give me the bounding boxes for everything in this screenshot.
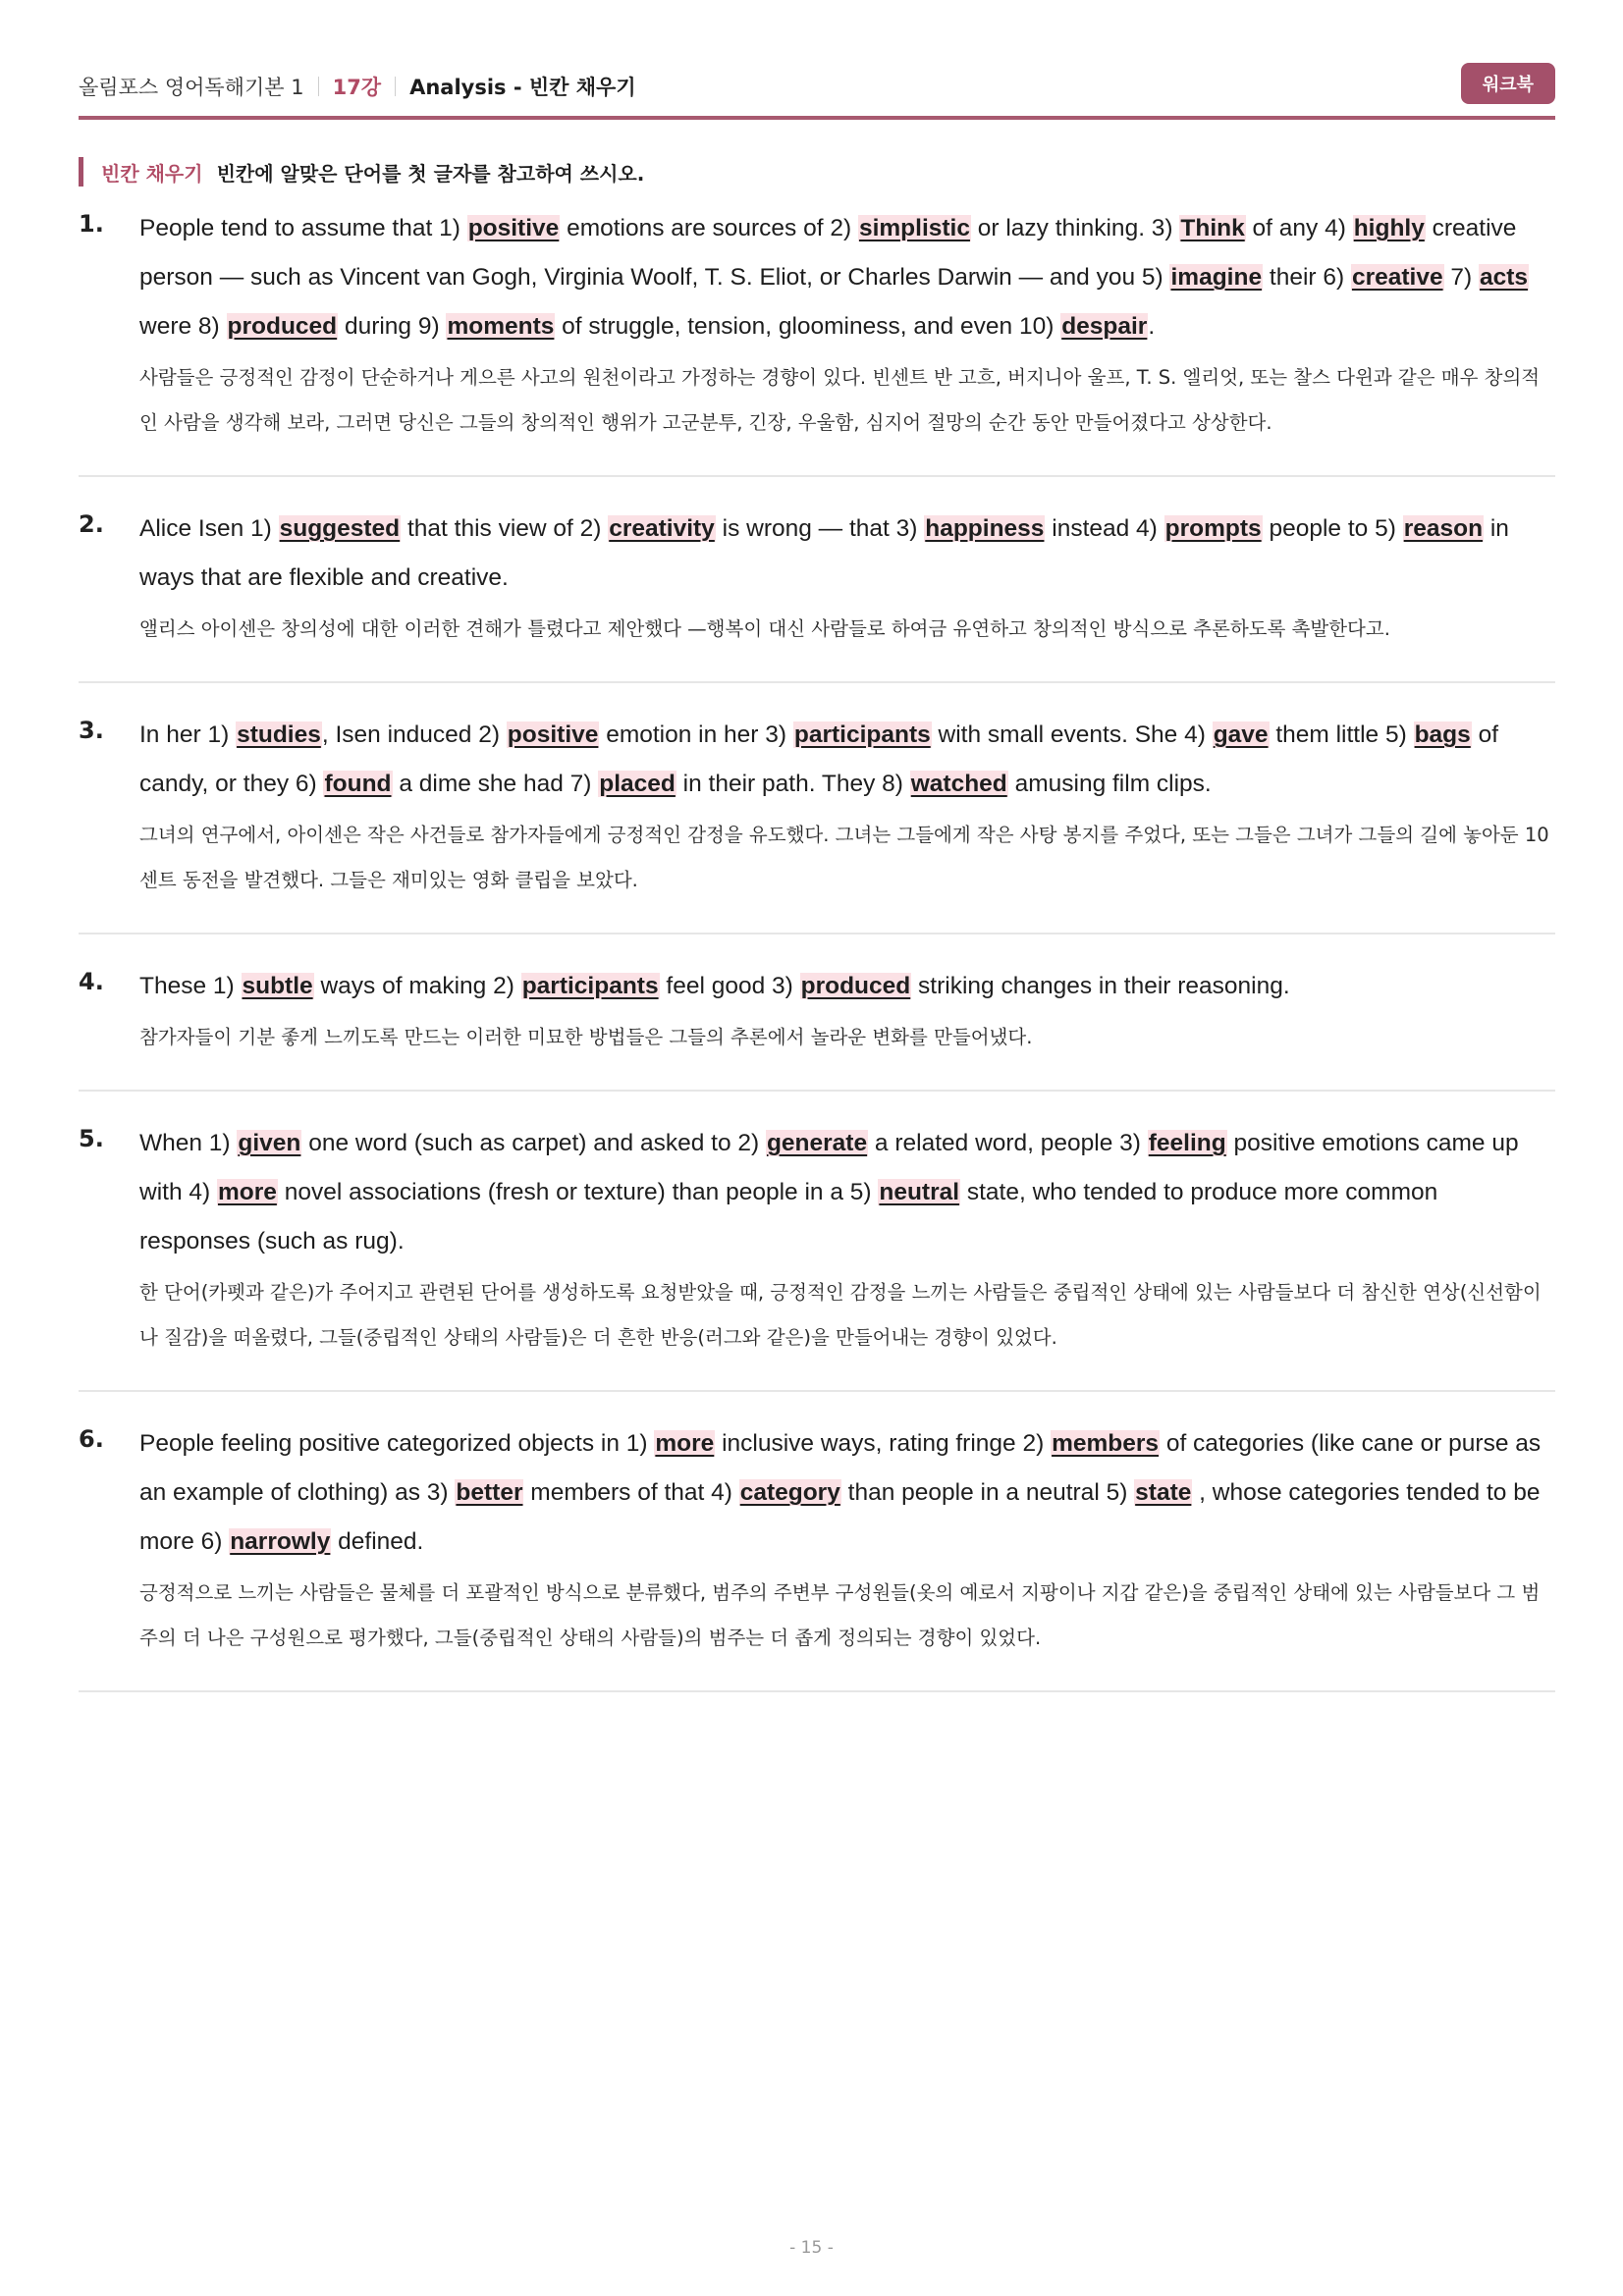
passage-text: creative person — such as Vincent van Gogh, Virginia Woolf, T. S. Eliot, or Charles Darwin — and you 5) xyxy=(139,215,1517,291)
exercise-item xyxy=(79,204,1555,477)
passage-text: that this view of 2) xyxy=(401,515,609,542)
blank-answer: moments xyxy=(447,313,555,340)
exercise-item xyxy=(79,505,1555,683)
section-heading xyxy=(79,157,644,187)
blank-answer: suggested xyxy=(279,515,401,542)
item-number: 5. xyxy=(79,1125,104,1152)
passage-text: emotion in her 3) xyxy=(599,721,793,748)
blank-answer: feeling xyxy=(1148,1130,1226,1156)
passage-text: or lazy thinking. 3) xyxy=(970,215,1180,241)
blank-answer: acts xyxy=(1480,264,1529,291)
blank-answer: produced xyxy=(227,313,338,340)
english-passage xyxy=(139,962,1555,1011)
blank-answer: imagine xyxy=(1170,264,1263,291)
blank-answer: positive xyxy=(467,215,560,241)
item-number: 1. xyxy=(79,210,104,238)
english-passage xyxy=(139,204,1555,351)
passage-text: than people in a neutral 5) xyxy=(840,1479,1135,1506)
passage-text: Alice Isen 1) xyxy=(139,515,279,542)
passage-text: inclusive ways, rating fringe 2) xyxy=(715,1430,1052,1457)
exercise-item xyxy=(79,1419,1555,1692)
passage-text: a related word, people 3) xyxy=(868,1130,1148,1156)
header-divider xyxy=(318,77,319,96)
korean-translation: 사람들은 긍정적인 감정이 단순하거나 게으른 사고의 원천이라고 가정하는 경향이 있다. 빈센트 반 고흐, 버지니아 울프, T. S. 엘리엇, 또는 찰스 다윈과 같은 매우 창의적인 사람을 생각해 보라, 그러면 당신은 그들의 창의적인 행위가 고군분투, 긴장, 우울함, 심지어 절망의 순간 동안 만들어졌다고 상상한다. xyxy=(139,366,1541,434)
english-passage xyxy=(139,1419,1555,1567)
korean-translation: 한 단어(카펫과 같은)가 주어지고 관련된 단어를 생성하도록 요청받았을 때, 긍정적인 감정을 느끼는 사람들은 중립적인 상태에 있는 사람들보다 더 참신한 연상(신선함이나 질감)을 떠올렸다, 그들(중립적인 상태의 사람들)은 더 흔한 반응(러그와 같은)을 만들어내는 경향이 있었다. xyxy=(139,1281,1542,1349)
passage-text: These 1) xyxy=(139,973,242,999)
blank-answer: participants xyxy=(521,973,659,999)
blank-answer: prompts xyxy=(1164,515,1262,542)
item-number: 6. xyxy=(79,1425,104,1453)
passage-text: . xyxy=(1148,313,1156,340)
passage-text: of candy, or they 6) xyxy=(139,721,1499,797)
passage-text: In her 1) xyxy=(139,721,237,748)
korean-translation: 긍정적으로 느끼는 사람들은 물체를 더 포괄적인 방식으로 분류했다, 범주의 주변부 구성원들(옷의 예로서 지팡이나 지갑 같은)을 중립적인 상태에 있는 사람들보다 그 범주의 더 나은 구성원으로 평가했다, 그들(중립적인 상태의 사람들)의 범주는 더 좁게 정의되는 경향이 있었다. xyxy=(139,1581,1541,1649)
blank-answer: better xyxy=(456,1479,523,1506)
blank-answer: bags xyxy=(1414,721,1471,748)
exercise-item xyxy=(79,711,1555,934)
blank-answer: more xyxy=(655,1430,715,1457)
exercise-item xyxy=(79,962,1555,1092)
passage-text: were 8) xyxy=(139,313,227,340)
passage-text: ways of making 2) xyxy=(313,973,521,999)
passage-text: amusing film clips. xyxy=(1007,771,1212,797)
blank-answer: watched xyxy=(910,771,1007,797)
blank-answer: despair xyxy=(1061,313,1148,340)
blank-answer: highly xyxy=(1353,215,1425,241)
section-accent-bar xyxy=(79,157,83,187)
blank-answer: participants xyxy=(793,721,931,748)
passage-text: People tend to assume that 1) xyxy=(139,215,467,241)
blank-answer: neutral xyxy=(879,1179,960,1205)
blank-answer: produced xyxy=(800,973,911,999)
blank-answer: state xyxy=(1135,1479,1192,1506)
passage-text: with small events. She 4) xyxy=(931,721,1213,748)
exercise-list xyxy=(79,204,1555,1720)
korean-translation: 그녀의 연구에서, 아이센은 작은 사건들로 참가자들에게 긍정적인 감정을 유도했다. 그녀는 그들에게 작은 사탕 봉지를 주었다, 또는 그들은 그녀가 그들의 길에 놓아둔 10센트 동전을 발견했다. 그들은 재미있는 영화 클립을 보았다. xyxy=(139,824,1549,891)
passage-text: them little 5) xyxy=(1269,721,1414,748)
book-title: 올림포스 영어독해기본 1 xyxy=(79,76,304,99)
passage-text: people to 5) xyxy=(1262,515,1403,542)
blank-answer: placed xyxy=(599,771,676,797)
item-number: 3. xyxy=(79,717,104,744)
section-tag: 빈칸 채우기 xyxy=(101,161,203,186)
english-passage xyxy=(139,1119,1555,1266)
section-instruction: 빈칸에 알맞은 단어를 첫 글자를 참고하여 쓰시오. xyxy=(216,161,645,186)
blank-answer: positive xyxy=(507,721,599,748)
page-number: - 15 - xyxy=(789,2238,834,2258)
passage-text: of any 4) xyxy=(1245,215,1353,241)
passage-text: members of that 4) xyxy=(523,1479,739,1506)
header-divider xyxy=(395,77,396,96)
lesson-number: 17강 xyxy=(332,76,382,99)
blank-answer: gave xyxy=(1213,721,1269,748)
passage-text: a dime she had 7) xyxy=(392,771,599,797)
exercise-item xyxy=(79,1119,1555,1392)
english-passage xyxy=(139,505,1555,603)
passage-text: in ways that are flexible and creative. xyxy=(139,515,1509,591)
item-number: 2. xyxy=(79,510,104,538)
korean-translation: 참가자들이 기분 좋게 느끼도록 만드는 이러한 미묘한 방법들은 그들의 추론에서 놀라운 변화를 만들어냈다. xyxy=(139,1026,1033,1048)
passage-text: in their path. They 8) xyxy=(676,771,910,797)
workbook-badge: 워크북 xyxy=(1461,63,1555,104)
passage-text: instead 4) xyxy=(1045,515,1164,542)
passage-text: novel associations (fresh or texture) than people in a 5) xyxy=(277,1179,879,1205)
passage-text: of struggle, tension, gloominess, and even 10) xyxy=(555,313,1061,340)
passage-text: of categories (like cane or purse as an example of clothing) as 3) xyxy=(139,1430,1542,1506)
blank-answer: happiness xyxy=(925,515,1045,542)
blank-answer: found xyxy=(324,771,392,797)
passage-text: their 6) xyxy=(1263,264,1351,291)
passage-text: 7) xyxy=(1443,264,1479,291)
passage-text: one word (such as carpet) and asked to 2) xyxy=(301,1130,766,1156)
blank-answer: simplistic xyxy=(858,215,970,241)
korean-translation: 앨리스 아이센은 창의성에 대한 이러한 견해가 틀렸다고 제안했다 —행복이 대신 사람들로 하여금 유연하고 창의적인 방식으로 추론하도록 촉발한다고. xyxy=(139,617,1390,640)
blank-answer: creativity xyxy=(609,515,715,542)
blank-answer: generate xyxy=(766,1130,868,1156)
blank-answer: subtle xyxy=(242,973,313,999)
passage-text: is wrong — that 3) xyxy=(715,515,925,542)
english-passage xyxy=(139,711,1555,809)
page-title: Analysis - 빈칸 채우기 xyxy=(409,76,636,99)
page-header xyxy=(79,61,1555,112)
blank-answer: members xyxy=(1052,1430,1160,1457)
blank-answer: narrowly xyxy=(230,1528,331,1555)
passage-text: positive emotions came up with 4) xyxy=(139,1130,1519,1205)
blank-answer: reason xyxy=(1403,515,1484,542)
passage-text: during 9) xyxy=(338,313,447,340)
passage-text: , Isen induced 2) xyxy=(321,721,507,748)
blank-answer: Think xyxy=(1180,215,1245,241)
blank-answer: given xyxy=(238,1130,301,1156)
blank-answer: creative xyxy=(1351,264,1443,291)
passage-text: When 1) xyxy=(139,1130,238,1156)
passage-text: , whose categories tended to be more 6) xyxy=(139,1479,1541,1555)
passage-text: People feeling positive categorized objects in 1) xyxy=(139,1430,655,1457)
passage-text: emotions are sources of 2) xyxy=(560,215,858,241)
passage-text: state, who tended to produce more common responses (such as rug). xyxy=(139,1179,1438,1255)
passage-text: striking changes in their reasoning. xyxy=(911,973,1290,999)
item-number: 4. xyxy=(79,968,104,995)
blank-answer: more xyxy=(217,1179,277,1205)
passage-text: feel good 3) xyxy=(659,973,800,999)
blank-answer: category xyxy=(739,1479,840,1506)
blank-answer: studies xyxy=(237,721,321,748)
passage-text: defined. xyxy=(331,1528,424,1555)
header-rule xyxy=(79,116,1555,120)
